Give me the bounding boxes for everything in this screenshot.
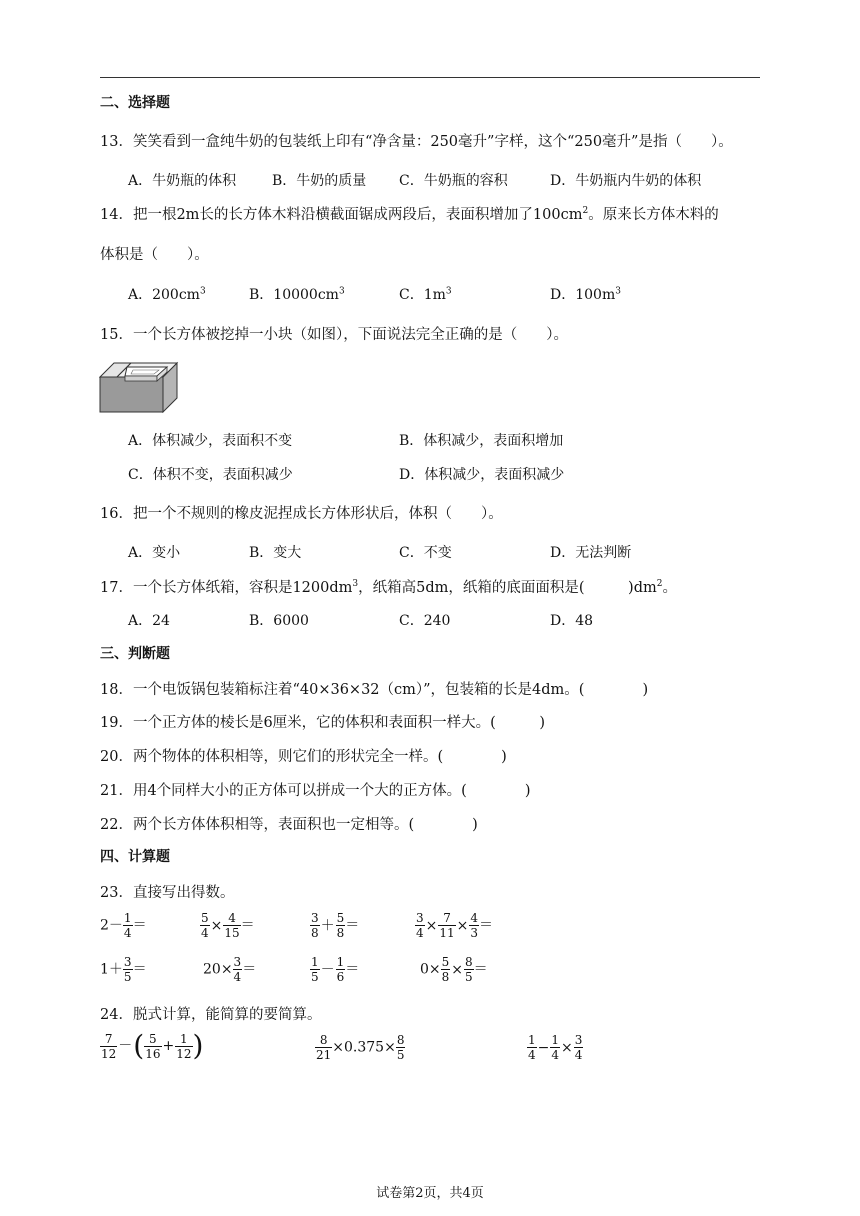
question-22: 22．两个长方体体积相等，表面积也一定相等。( ) (100, 817, 478, 833)
section-title-judge: 三、判断题 (100, 646, 170, 662)
page-footer: 试卷第2页，共4页 (376, 1186, 484, 1201)
question-16-stem: 16．把一个不规则的橡皮泥捏成长方体形状后，体积（ ）。 (100, 506, 503, 522)
header-rule (100, 77, 760, 78)
question-19: 19．一个正方体的棱长是6厘米，它的体积和表面积一样大。( ) (100, 715, 545, 731)
q15-option-d: D．体积减少，表面积减少 (399, 467, 565, 483)
q13-option-d: D．牛奶瓶内牛奶的体积 (550, 173, 702, 189)
q16-option-a: A．变小 (128, 545, 181, 561)
section-title-choice: 二、选择题 (100, 95, 170, 111)
q24-calculation-3: $\frac{1}{4}$ − $\frac{1}{4}$ × $\frac{3}{4}$ (528, 1033, 583, 1062)
q16-option-b: B．变大 (249, 545, 302, 561)
section-title-calc: 四、计算题 (100, 849, 170, 865)
q23-expression-4: $\frac{3}{4}$ × $\frac{7}{11}$ × $\frac{4}{3}$ ＝ (416, 911, 494, 940)
question-17-stem: 17．一个长方体纸箱，容积是$1200dm^3$，纸箱高5dm，纸箱的底面面积是( )$dm^2$。 (100, 579, 677, 596)
q23-expression-8: 0× $\frac{5}{8}$ × $\frac{8}{5}$ ＝ (420, 955, 488, 984)
question-14-stem-line2: 体积是（ ）。 (100, 247, 209, 263)
question-21: 21．用4个同样大小的正方体可以拼成一个大的正方体。( ) (100, 783, 531, 799)
q17-option-b: B．6000 (249, 613, 309, 629)
q15-option-a: A．体积减少，表面积不变 (128, 433, 293, 449)
q17-option-c: C．240 (399, 613, 451, 629)
question-15-stem: 15．一个长方体被挖掉一小块（如图），下面说法完全正确的是（ ）。 (100, 327, 568, 343)
q23-expression-2: $\frac{5}{4}$ × $\frac{4}{15}$ ＝ (201, 911, 255, 940)
q13-option-a: A．牛奶瓶的体积 (128, 173, 237, 189)
question-13-stem: 13．笑笑看到一盒纯牛奶的包装纸上印有“净含量：250毫升”字样，这个“250毫升”是指（ ）。 (100, 134, 733, 150)
q17-option-d: D．48 (550, 613, 594, 629)
q16-option-c: C．不变 (399, 545, 452, 561)
q17-option-a: A．24 (128, 613, 170, 629)
question-23-stem: 23．直接写出得数。 (100, 885, 235, 901)
q23-expression-7: $\frac{1}{5}$ － $\frac{1}{6}$ ＝ (311, 955, 360, 984)
question-18: 18．一个电饭锅包装箱标注着“40×36×32（cm）”，包装箱的长是4dm。( ) (100, 682, 649, 698)
q15-option-c: C．体积不变，表面积减少 (128, 467, 293, 483)
question-24-stem: 24．脱式计算，能简算的要简算。 (100, 1007, 322, 1023)
cuboid-with-notch-figure (99, 361, 179, 413)
q14-option-a: A．$200cm^3$ (128, 286, 206, 303)
q24-calculation-2: $\frac{8}{21}$ ×0.375× $\frac{8}{5}$ (316, 1033, 405, 1062)
q23-expression-1: 2－ $\frac{1}{4}$ ＝ (100, 911, 147, 940)
q13-option-c: C．牛奶瓶的容积 (399, 173, 508, 189)
q15-option-b: B．体积减少，表面积增加 (399, 433, 564, 449)
q14-option-d: D．$100m^3$ (550, 286, 621, 303)
q14-option-c: C．$1m^3$ (399, 286, 452, 303)
q23-expression-6: 20× $\frac{3}{4}$ ＝ (203, 955, 257, 984)
q24-calculation-1: $\frac{7}{12}$ －( $\frac{5}{16}$ + $\frac{1}{12}$ ) (101, 1029, 204, 1062)
q13-option-b: B．牛奶的质量 (272, 173, 367, 189)
q16-option-d: D．无法判断 (550, 545, 632, 561)
q23-expression-3: $\frac{3}{8}$ ＋ $\frac{5}{8}$ ＝ (311, 911, 360, 940)
q23-expression-5: 1＋ $\frac{3}{5}$ ＝ (100, 955, 147, 984)
q14-option-b: B．$10000cm^3$ (249, 286, 345, 303)
question-20: 20．两个物体的体积相等，则它们的形状完全一样。( ) (100, 749, 507, 765)
question-14-stem-line1: 14．把一根2m长的长方体木料沿横截面锯成两段后，表面积增加了$100cm^2$。原来长方体木料的 (100, 206, 719, 223)
